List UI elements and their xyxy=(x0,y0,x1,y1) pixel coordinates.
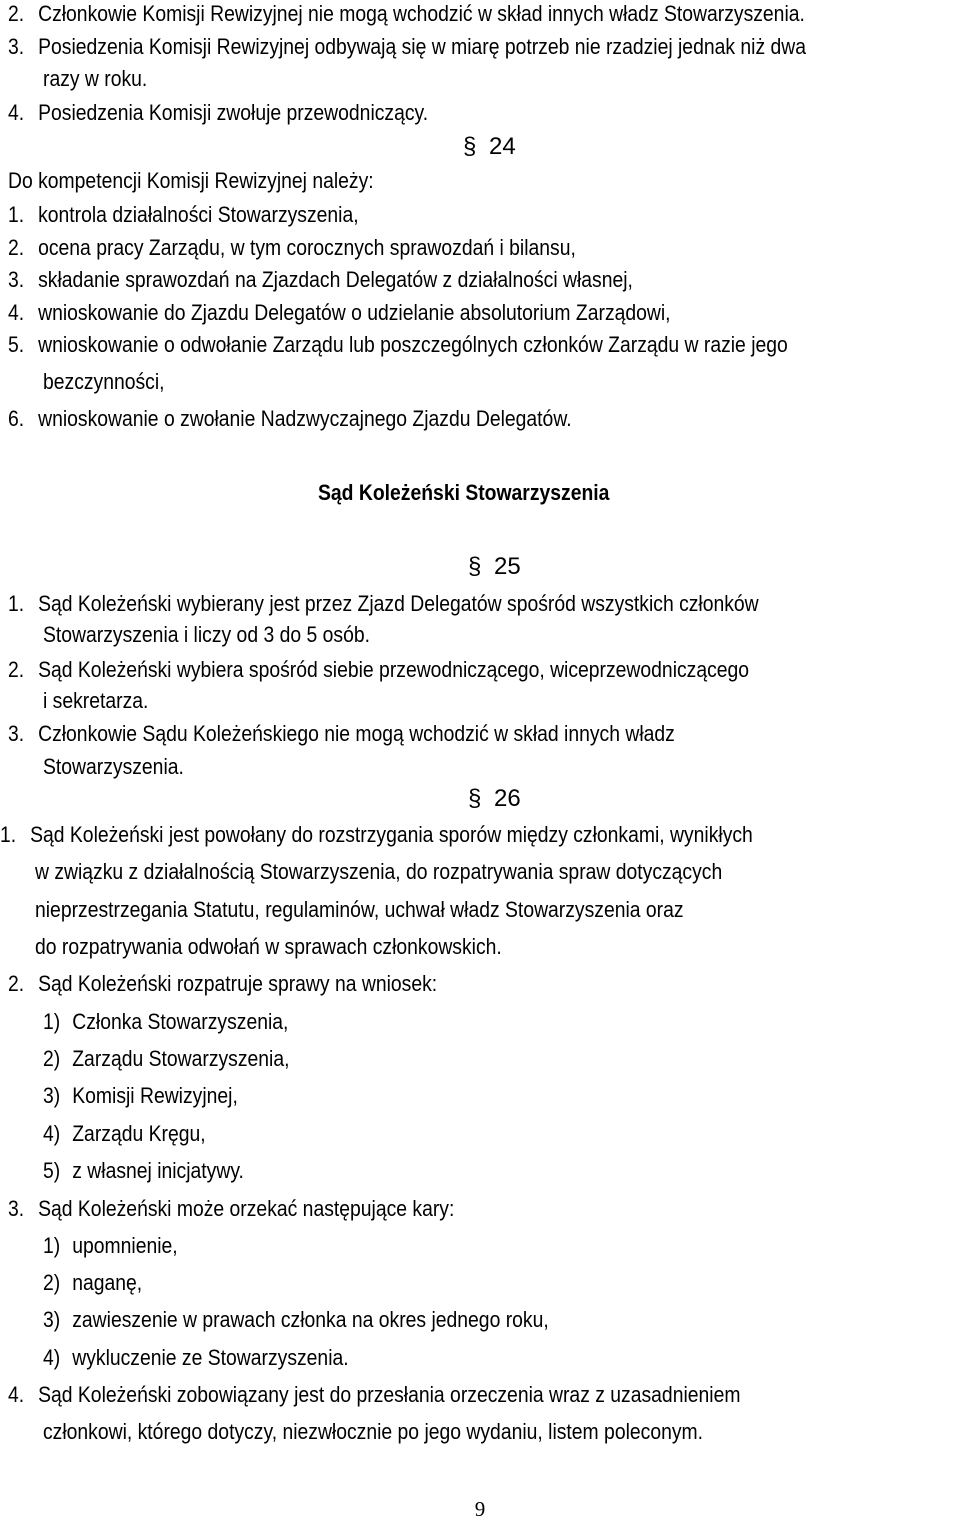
list-item-continuation xyxy=(43,1418,703,1446)
item-text: Posiedzenia Komisji Rewizyjnej odbywają się w miarę potrzeb nie rzadziej jednak niż dwa xyxy=(38,34,807,59)
item-text: z własnej inicjatywy. xyxy=(72,1158,244,1183)
paragraph-24-heading xyxy=(463,133,516,161)
item-text: członkowi, którego dotyczy, niezwłocznie po jego wydaniu, listem poleconym. xyxy=(43,1419,704,1444)
paragraph-24-intro xyxy=(8,167,374,195)
item-text: Sąd Koleżeński jest powołany do rozstrzygania sporów między członkami, wynikłych xyxy=(30,822,753,847)
item-number: 5) xyxy=(43,1158,61,1183)
paragraph-number: 26 xyxy=(494,785,521,812)
item-text: ocena pracy Zarządu, w tym corocznych sprawozdań i bilansu, xyxy=(38,235,576,260)
list-item xyxy=(8,656,749,684)
list-item xyxy=(8,590,759,618)
sublist-item xyxy=(43,1045,289,1073)
top-item-3-cont xyxy=(43,65,147,93)
item-text: Komisji Rewizyjnej, xyxy=(72,1083,238,1108)
item-number: 4. xyxy=(8,300,25,325)
list-item-continuation xyxy=(43,753,184,781)
list-item xyxy=(8,234,576,262)
item-text: Sąd Koleżeński zobowiązany jest do przesłania orzeczenia wraz z uzasadnieniem xyxy=(38,1382,741,1407)
item-number: 3. xyxy=(8,1196,25,1221)
item-text: Członka Stowarzyszenia, xyxy=(72,1009,289,1034)
item-number: 4. xyxy=(8,1382,25,1407)
item-number: 3) xyxy=(43,1307,61,1332)
list-item xyxy=(8,331,788,359)
item-number: 3. xyxy=(8,34,25,59)
list-item-continuation xyxy=(35,933,502,961)
section-sign: § xyxy=(468,553,482,580)
page-number: 9 xyxy=(474,1497,486,1521)
item-number: 2. xyxy=(8,971,25,996)
list-item xyxy=(8,201,359,229)
item-text: razy w roku. xyxy=(43,66,148,91)
item-text: do rozpatrywania odwołań w sprawach członkowskich. xyxy=(35,934,502,959)
list-item xyxy=(8,405,572,433)
item-text: Członkowie Sądu Koleżeńskiego nie mogą wchodzić w skład innych władz xyxy=(38,721,675,746)
paragraph-number: 24 xyxy=(489,133,516,160)
item-number: 3) xyxy=(43,1083,61,1108)
item-number: 4) xyxy=(43,1121,61,1146)
item-text: Zarządu Stowarzyszenia, xyxy=(72,1046,290,1071)
item-number: 2) xyxy=(43,1046,61,1071)
list-item-continuation xyxy=(43,687,148,715)
item-text: i sekretarza. xyxy=(43,688,149,713)
list-item-continuation xyxy=(35,896,684,924)
item-text: Sąd Koleżeński wybiera spośród siebie przewodniczącego, wiceprzewodniczącego xyxy=(38,657,750,682)
paragraph-25-heading xyxy=(468,553,521,581)
item-number: 2. xyxy=(8,657,25,682)
item-number: 6. xyxy=(8,406,25,431)
sublist-item xyxy=(43,1269,142,1297)
paragraph-number: 25 xyxy=(494,553,521,580)
list-item xyxy=(8,299,671,327)
list-item xyxy=(8,970,437,998)
item-text: Posiedzenia Komisji zwołuje przewodniczący. xyxy=(38,100,429,125)
sublist-item xyxy=(43,1082,238,1110)
sublist-item xyxy=(43,1232,178,1260)
item-text: wykluczenie ze Stowarzyszenia. xyxy=(72,1345,349,1370)
item-text: bezczynności, xyxy=(43,369,165,394)
list-item-continuation xyxy=(43,621,370,649)
item-text: Zarządu Kręgu, xyxy=(72,1121,206,1146)
item-text: składanie sprawozdań na Zjazdach Delegatów z działalności własnej, xyxy=(38,267,633,292)
list-item xyxy=(8,1195,454,1223)
list-item xyxy=(8,720,675,748)
item-text: w związku z działalnością Stowarzyszenia, do rozpatrywania spraw dotyczących xyxy=(35,859,723,884)
list-item xyxy=(8,1381,740,1409)
intro-text: Do kompetencji Komisji Rewizyjnej należy: xyxy=(8,168,374,193)
item-text: naganę, xyxy=(72,1270,143,1295)
top-item-3 xyxy=(8,33,806,61)
item-text: Sąd Koleżeński rozpatruje sprawy na wniosek: xyxy=(38,971,438,996)
heading-text: Sąd Koleżeński Stowarzyszenia xyxy=(318,480,610,505)
section-heading xyxy=(318,479,609,507)
item-text: kontrola działalności Stowarzyszenia, xyxy=(38,202,359,227)
item-number: 4) xyxy=(43,1345,61,1370)
sublist-item xyxy=(43,1157,244,1185)
item-text: nieprzestrzegania Statutu, regulaminów, uchwał władz Stowarzyszenia oraz xyxy=(35,897,684,922)
list-item-continuation xyxy=(35,858,722,886)
item-number: 5. xyxy=(8,332,25,357)
item-number: 1) xyxy=(43,1233,61,1258)
item-text: Stowarzyszenia. xyxy=(43,754,184,779)
paragraph-26-heading xyxy=(468,785,521,813)
section-sign: § xyxy=(463,133,477,160)
sublist-item xyxy=(43,1344,349,1372)
item-text: zawieszenie w prawach członka na okres jednego roku, xyxy=(72,1307,549,1332)
item-number: 1. xyxy=(0,822,17,847)
section-sign: § xyxy=(468,785,482,812)
list-item-continuation xyxy=(43,368,165,396)
sublist-item xyxy=(43,1008,288,1036)
top-item-2 xyxy=(8,0,805,28)
item-number: 3. xyxy=(8,267,25,292)
item-number: 2) xyxy=(43,1270,61,1295)
item-number: 2. xyxy=(8,235,25,260)
top-item-4 xyxy=(8,99,428,127)
item-text: wnioskowanie o odwołanie Zarządu lub poszczególnych członków Zarządu w razie jego xyxy=(38,332,788,357)
item-number: 4. xyxy=(8,100,25,125)
item-number: 1. xyxy=(8,202,25,227)
item-text: Sąd Koleżeński może orzekać następujące kary: xyxy=(38,1196,455,1221)
item-number: 1) xyxy=(43,1009,61,1034)
item-number: 1. xyxy=(8,591,25,616)
list-item xyxy=(0,821,753,849)
sublist-item xyxy=(43,1306,549,1334)
list-item xyxy=(8,266,633,294)
item-text: Członkowie Komisji Rewizyjnej nie mogą wchodzić w skład innych władz Stowarzyszenia. xyxy=(38,1,805,26)
item-text: Stowarzyszenia i liczy od 3 do 5 osób. xyxy=(43,622,370,647)
item-number: 3. xyxy=(8,721,25,746)
item-text: wnioskowanie o zwołanie Nadzwyczajnego Zjazdu Delegatów. xyxy=(38,406,572,431)
item-text: upomnienie, xyxy=(72,1233,178,1258)
sublist-item xyxy=(43,1120,206,1148)
item-text: wnioskowanie do Zjazdu Delegatów o udzielanie absolutorium Zarządowi, xyxy=(38,300,671,325)
item-text: Sąd Koleżeński wybierany jest przez Zjazd Delegatów spośród wszystkich członków xyxy=(38,591,759,616)
item-number: 2. xyxy=(8,1,25,26)
